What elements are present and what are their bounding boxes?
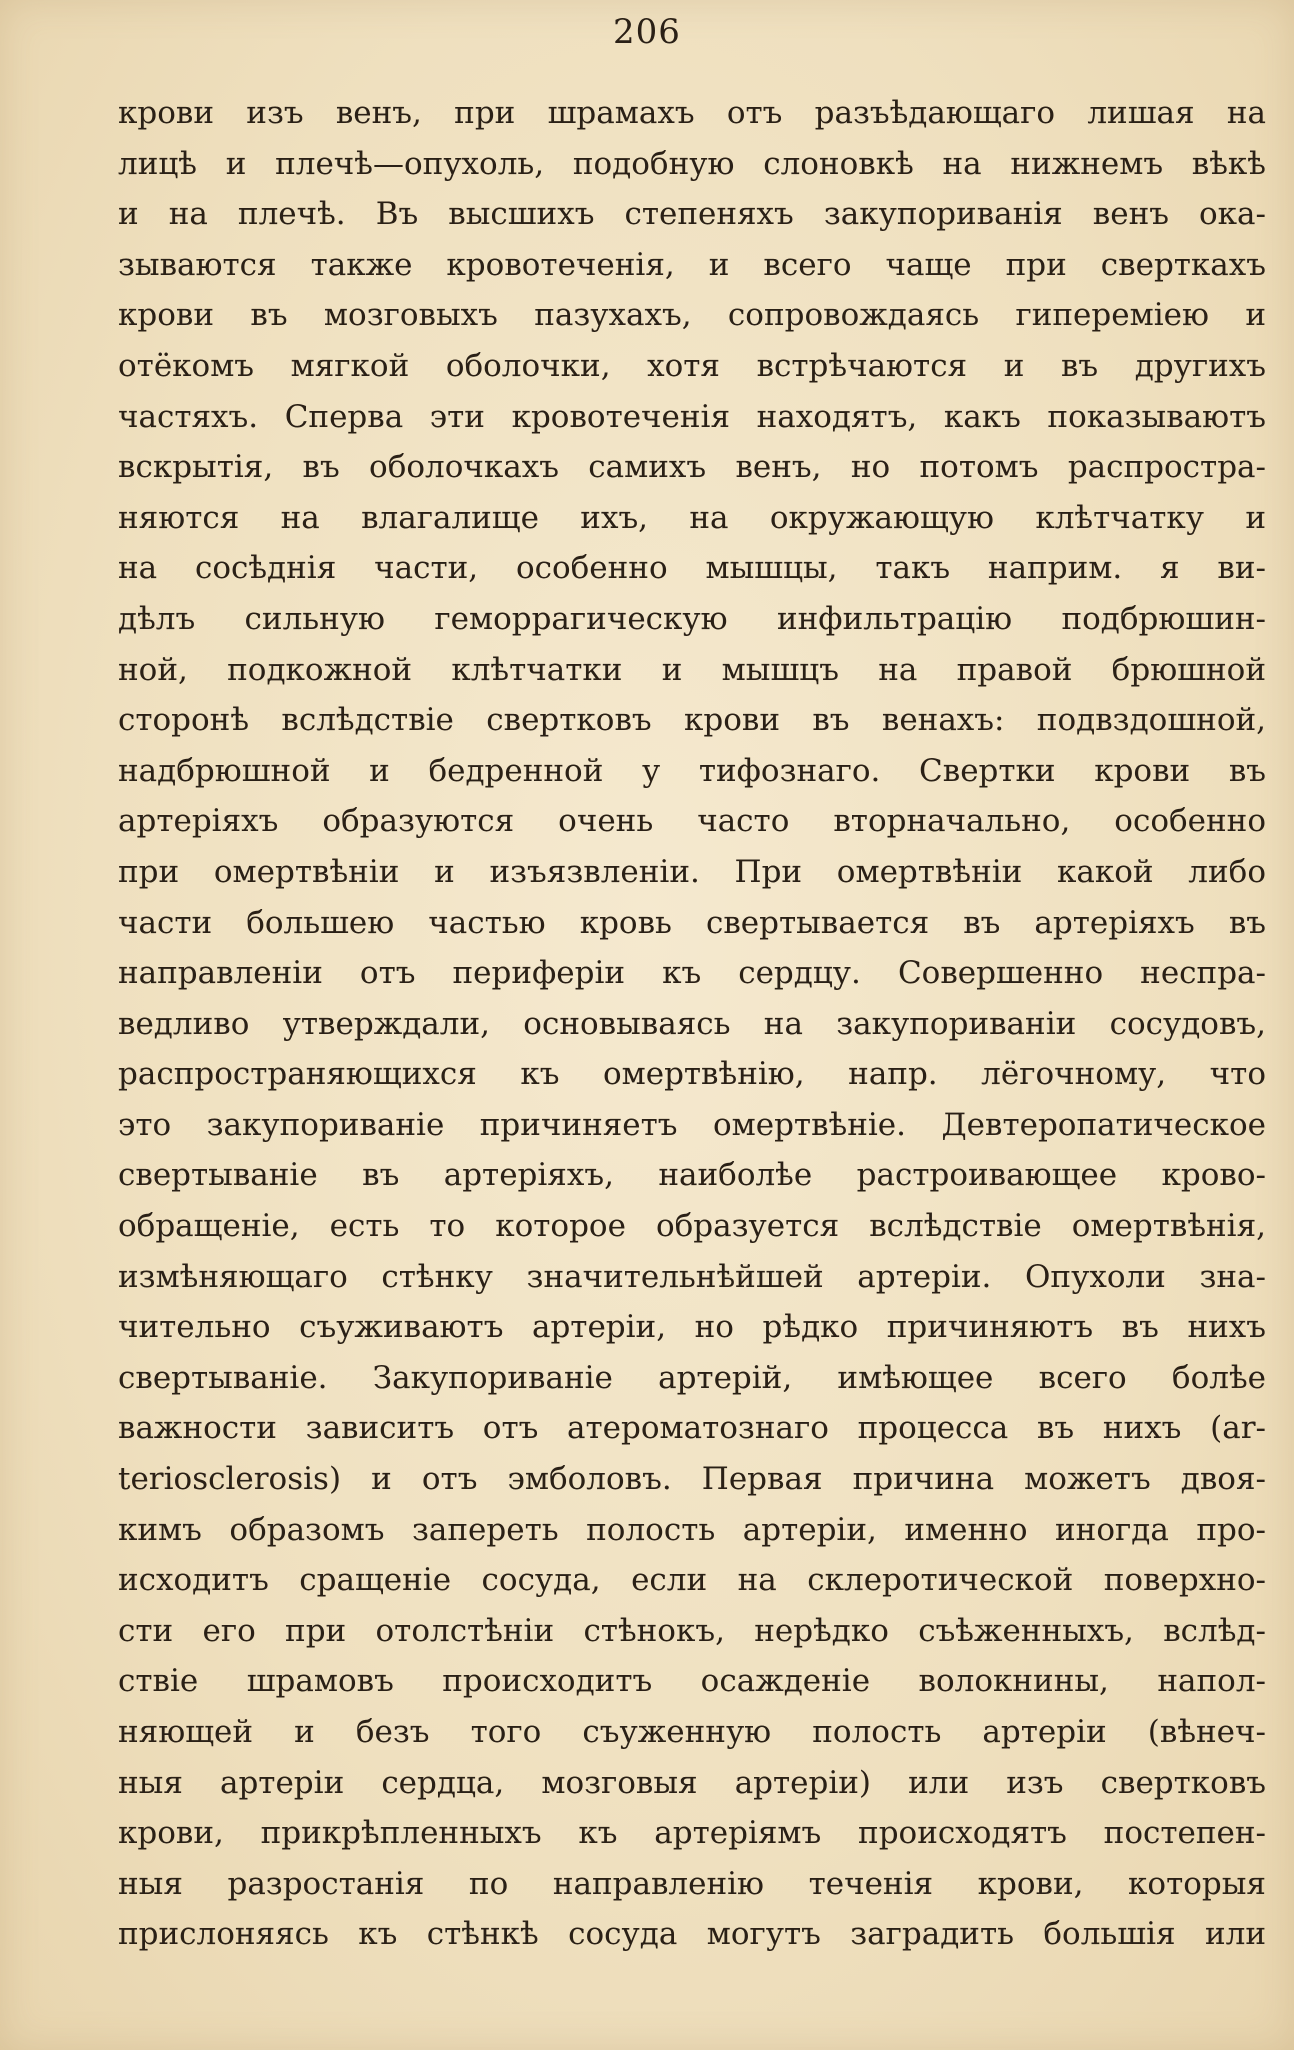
text-line: няются на влагалище ихъ, на окружающую клѣтчатку и — [118, 499, 1266, 536]
text-line: ведливо утверждали, основываясь на закупориваніи сосудовъ, — [118, 1005, 1266, 1042]
text-line: измѣняющаго стѣнку значительнѣйшей артеріи. Опухоли зна- — [118, 1258, 1266, 1295]
text-line: лицѣ и плечѣ—опухоль, подобную слоновкѣ на нижнемъ вѣкѣ — [118, 145, 1266, 182]
page-number: 206 — [613, 12, 681, 52]
text-line: части большею частью кровь свертывается въ артеріяхъ въ — [118, 904, 1266, 941]
text-line: ной, подкожной клѣтчатки и мышцъ на правой брюшной — [118, 651, 1266, 688]
text-line: крови въ мозговыхъ пазухахъ, сопровождаясь гипереміею и — [118, 297, 1266, 334]
text-line: ствіе шрамовъ происходитъ осажденіе волокнины, напол- — [118, 1663, 1266, 1700]
text-line: артеріяхъ образуются очень часто вторначально, особенно — [118, 803, 1266, 840]
text-line: и на плечѣ. Въ высшихъ степеняхъ закупориванія венъ ока- — [118, 196, 1266, 233]
text-line: кимъ образомъ запереть полость артеріи, именно иногда про- — [118, 1511, 1266, 1548]
text-line: сти его при отолстѣніи стѣнокъ, нерѣдко съѣженныхъ, вслѣд- — [118, 1612, 1266, 1649]
body-text — [118, 88, 1266, 1960]
text-line: свертываніе. Закупориваніе артерій, имѣющее всего болѣе — [118, 1359, 1266, 1396]
text-line: вскрытія, въ оболочкахъ самихъ венъ, но потомъ распростра- — [118, 449, 1266, 486]
text-line: важности зависитъ отъ атероматознаго процесса въ нихъ (ar- — [118, 1410, 1266, 1447]
text-line: сторонѣ вслѣдствіе свертковъ крови въ венахъ: подвздошной, — [118, 702, 1266, 739]
text-line: свертываніе въ артеріяхъ, наиболѣе растроивающее крово- — [118, 1157, 1266, 1194]
text-line: чительно съуживаютъ артеріи, но рѣдко причиняютъ въ нихъ — [118, 1309, 1266, 1346]
text-line: няющей и безъ того съуженную полость артеріи (вѣнеч- — [118, 1714, 1266, 1750]
text-line: распространяющихся къ омертвѣнію, напр. лёгочному, что — [118, 1056, 1266, 1093]
text-line: ныя разростанія по направленію теченія крови, которыя — [118, 1865, 1266, 1902]
text-line: прислоняясь къ стѣнкѣ сосуда могутъ заградить большія или — [118, 1916, 1266, 1953]
text-line: на сосѣднія части, особенно мышцы, такъ наприм. я ви- — [118, 550, 1266, 587]
text-line: обращеніе, есть то которое образуется вслѣдствіе омертвѣнія, — [118, 1208, 1266, 1245]
text-line: зываются также кровотеченія, и всего чаще при сверткахъ — [118, 246, 1266, 283]
text-line: дѣлъ сильную геморрагическую инфильтрацію подбрюшин- — [118, 600, 1266, 637]
text-line: при омертвѣніи и изъязвленіи. При омертвѣніи какой либо — [118, 853, 1266, 890]
text-line: направленіи отъ периферіи къ сердцу. Совершенно неспра- — [118, 955, 1266, 992]
text-line: teriosclerosis) и отъ эмболовъ. Первая причина можетъ двоя- — [118, 1461, 1266, 1498]
text-line: надбрюшной и бедренной у тифознаго. Свертки крови въ — [118, 752, 1266, 789]
text-line: ныя артеріи сердца, мозговыя артеріи) или изъ свертковъ — [118, 1764, 1266, 1801]
text-line: крови изъ венъ, при шрамахъ отъ разъѣдающаго лишая на — [118, 95, 1266, 131]
text-line: крови, прикрѣпленныхъ къ артеріямъ происходятъ постепен- — [118, 1815, 1266, 1852]
text-line: отёкомъ мягкой оболочки, хотя встрѣчаются и въ другихъ — [118, 347, 1266, 384]
text-line: частяхъ. Сперва эти кровотеченія находятъ, какъ показываютъ — [118, 398, 1266, 435]
text-line: исходитъ сращеніе сосуда, если на склеротической поверхно- — [118, 1562, 1266, 1599]
text-line: это закупориваніе причиняетъ омертвѣніе. Девтеропатическое — [118, 1106, 1266, 1143]
